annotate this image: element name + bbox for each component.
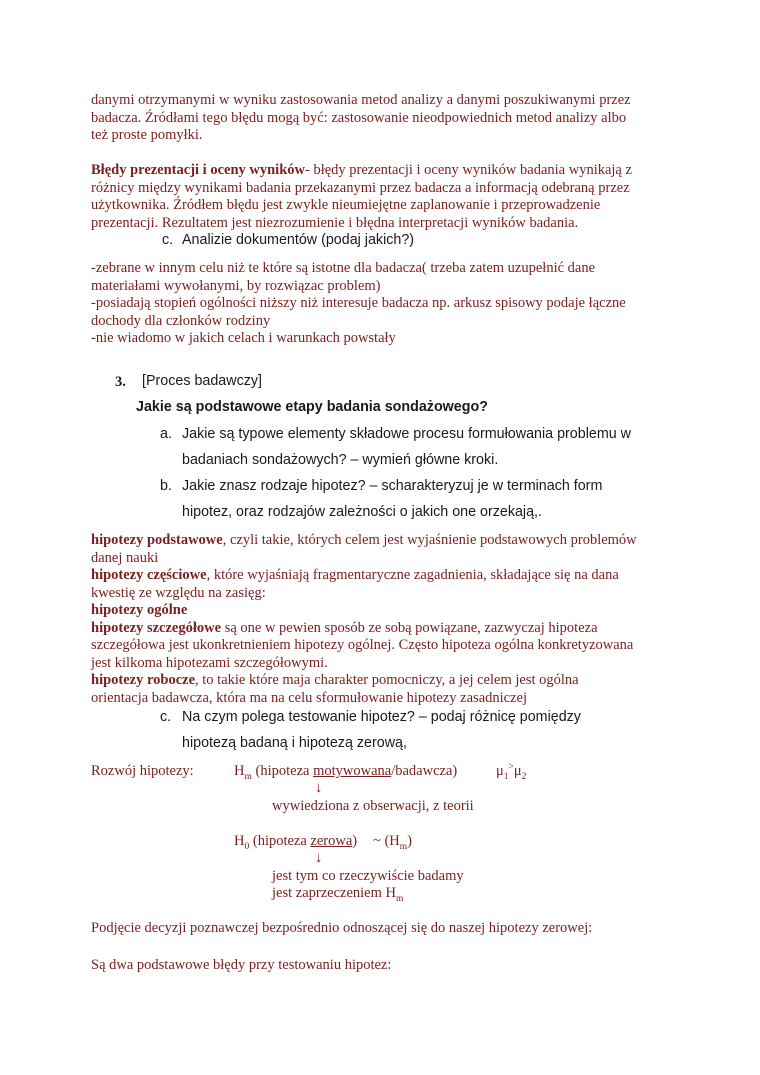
term-bold: hipotezy podstawowe (91, 532, 223, 548)
text-line: -posiadają stopień ogólności niższy niż interesuje badacza np. arkusz spisowy podaje łączne (91, 295, 626, 311)
term-bold: hipotezy robocze (91, 672, 196, 688)
development-label: Rozwój hipotezy: (91, 763, 194, 779)
h-symbol: H (234, 763, 245, 779)
text-line: kwestię ze względu na zasięg: (91, 584, 266, 601)
text-line: danymi otrzymanymi w wyniku zastosowania metod analizy a danymi poszukiwanymi przez (91, 92, 631, 108)
arrow-down-icon: ↓ (315, 850, 323, 866)
section-question: Jakie są podstawowe etapy badania sondażowego? (136, 399, 488, 415)
text-span: (hipoteza (249, 833, 311, 849)
text-line: danej nauki (91, 549, 159, 566)
text-line (91, 602, 681, 620)
underlined-term: zerowa (310, 833, 353, 849)
mu-comparison (496, 763, 526, 781)
mu-symbol: μ (496, 763, 504, 779)
is-text-2 (272, 885, 403, 903)
question-c-text: Analizie dokumentów (podaj jakich?) (182, 232, 415, 248)
text-line: użytkownika. Źródłem błędu jest zwykle nieumiejętne zaplanowanie i przeprowadzenie (91, 197, 601, 213)
subscript: 1 (503, 771, 509, 782)
text-line: jest kilkoma hipotezami szczegółowymi. (91, 654, 328, 671)
negation-expression (373, 833, 412, 851)
text-line: dochody dla członków rodziny (91, 312, 271, 329)
term-bold: Błędy prezentacji i oceny wyników (91, 162, 305, 178)
text-line: materiałami wywołanymi, by rozwiązac problem) (91, 277, 381, 294)
item-a-marker: a. (160, 426, 172, 442)
text-span: (hipoteza (251, 763, 314, 779)
question-c2-line2: hipotezą badaną i hipotezą zerową, (182, 735, 407, 751)
text-line: szczegółowa jest ukonkretnieniem hipotezy ogólnej. Często hipoteza ogólna konkretyzowana (91, 637, 634, 653)
h-symbol: H (234, 833, 245, 849)
paragraph-document-drawbacks (91, 260, 681, 348)
item-a-line1: Jakie są typowe elementy składowe procesu formułowania problemu w (182, 426, 631, 442)
hm-expression (234, 763, 457, 781)
text-line (91, 567, 681, 585)
term-bold: hipotezy częściowe (91, 567, 207, 583)
text-span: , czyli takie, których celem jest wyjaśnienie podstawowych problemów (222, 532, 637, 548)
text-span: są one w pewien sposób ze sobą powiązane, zazwyczaj hipoteza (221, 619, 598, 636)
term-bold: hipotezy szczegółowe (91, 619, 222, 636)
text-span: jest zaprzeczeniem H (272, 885, 396, 901)
text-span: , to takie które maja charakter pomocniczy, a jej celem jest ogólna (195, 672, 579, 688)
errors-text: Są dwa podstawowe błędy przy testowaniu hipotez: (91, 957, 392, 973)
is-text-1: jest tym co rzeczywiście badamy (272, 868, 464, 884)
text-line (91, 532, 681, 550)
text-span: ) (407, 833, 413, 849)
text-line (91, 672, 681, 690)
text-line: -zebrane w innym celu niż te które są istotne dla badacza( trzeba zatem uzupełnić dane (91, 260, 596, 276)
text-line (91, 620, 681, 638)
item-b-line1: Jakie znasz rodzaje hipotez? – scharakteryzuj je w terminach form (182, 478, 603, 494)
arrow-down-icon: ↓ (315, 780, 323, 796)
question-c-marker: c. (162, 232, 174, 248)
subscript: 0 (244, 841, 250, 852)
paragraph-analysis-error (91, 92, 681, 145)
text-line (91, 162, 681, 180)
text-span: ) (352, 833, 358, 849)
text-line: orientacja badawcza, która ma na celu sformułowanie hipotezy zasadniczej (91, 689, 527, 706)
item-a-line2: badaniach sondażowych? – wymień główne kroki. (182, 452, 499, 468)
item-b-line2: hipotez, oraz rodzajów zależności o jakich one orzekają,. (182, 504, 542, 520)
text-span: /badawcza) (391, 763, 458, 779)
derived-text: wywiedziona z obserwacji, z teorii (272, 798, 474, 814)
h0-expression (234, 833, 357, 851)
underlined-term: motywowana (313, 763, 392, 779)
text-span: , które wyjaśniają fragmentaryczne zagadnienia, składające się na dana (206, 567, 619, 583)
question-c2-marker: c. (160, 709, 172, 725)
section-number: 3. (115, 374, 126, 390)
question-c2-line1: Na czym polega testowanie hipotez? – podaj różnicę pomiędzy (182, 709, 581, 725)
mu-symbol: μ (513, 763, 522, 779)
term-bold: hipotezy ogólne (91, 602, 188, 618)
text-line: różnicy między wynikami badania przekazanymi przez badacza a informacją odebraną przez (91, 179, 630, 196)
hypotheses-list (91, 532, 681, 707)
text-line: -nie wiadomo w jakich celach i warunkach powstały (91, 330, 396, 346)
text-span: ~ (H (373, 833, 400, 849)
decision-text: Podjęcie decyzji poznawczej bezpośrednio odnoszącej się do naszej hipotezy zerowej: (91, 920, 593, 936)
text-line: prezentacji. Rezultatem jest niezrozumienie i błędna interpretacji wyników badania. (91, 214, 579, 231)
subscript: m (395, 893, 404, 904)
paragraph-presentation-errors (91, 162, 681, 232)
subscript: 2 (521, 771, 527, 782)
superscript: > (508, 762, 514, 773)
text-line: badacza. Źródłami tego błędu mogą być: zastosowanie nieodpowiednich metod analizy albo (91, 109, 627, 126)
text-span: - błędy prezentacji i oceny wyników badania wynikają z (305, 162, 632, 178)
subscript: m (244, 771, 252, 782)
item-b-marker: b. (160, 478, 172, 494)
subscript: m (399, 841, 408, 852)
section-title: [Proces badawczy] (142, 373, 262, 389)
text-line: też proste pomyłki. (91, 127, 203, 143)
